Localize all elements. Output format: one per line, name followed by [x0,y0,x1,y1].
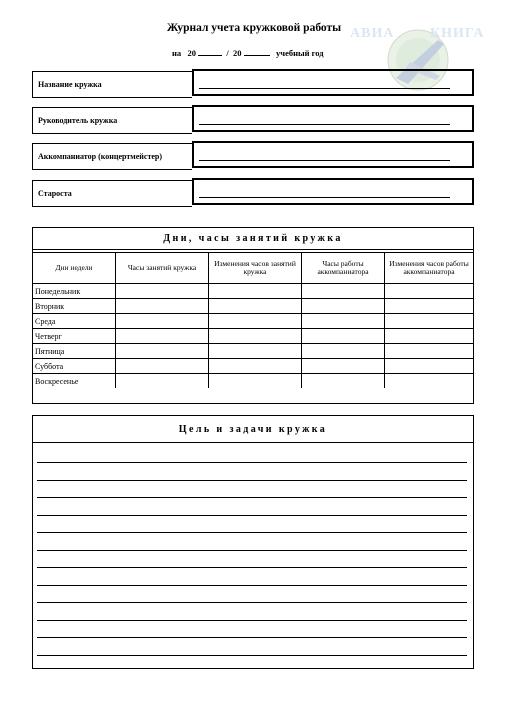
schedule-cell[interactable] [302,344,385,359]
monitor-underline [199,197,450,198]
goals-heading: Цель и задачи кружка [33,416,473,443]
watermark-text-right: КНИГА [430,26,485,41]
schedule-cell[interactable] [116,359,209,374]
year-start: 20 [187,48,197,58]
col-accompanist-hours: Часы работы аккомпаниатора [302,253,385,284]
year-start-blank[interactable] [198,47,222,56]
col-club-hours-changes: Изменения часов занятий кружка [209,253,302,284]
schedule-cell[interactable] [116,344,209,359]
year-suffix: учебный год [276,48,324,58]
schedule-section [32,227,474,404]
schedule-cell[interactable] [385,314,474,329]
schedule-cell[interactable] [116,374,209,389]
schedule-cell[interactable] [385,329,474,344]
year-prefix: на [172,48,182,58]
goal-line[interactable] [37,655,467,656]
schedule-cell[interactable] [116,299,209,314]
field-label-accompanist: Аккомпаниатор (концертмейстер) [32,143,192,170]
day-name: Пятница [33,344,116,359]
club-leader-underline [199,124,450,125]
club-name-underline [199,88,450,89]
table-row [33,359,473,374]
year-end-blank[interactable] [244,47,270,56]
field-label-club-name: Название кружка [32,71,192,98]
day-name: Вторник [33,299,116,314]
schedule-cell[interactable] [209,299,302,314]
schedule-cell[interactable] [302,359,385,374]
table-row [33,314,473,329]
day-name: Среда [33,314,116,329]
schedule-cell[interactable] [302,329,385,344]
schedule-cell[interactable] [302,284,385,299]
table-row [33,299,473,314]
goal-line[interactable] [37,567,467,568]
col-days: Дни недели [33,253,116,284]
schedule-cell[interactable] [209,359,302,374]
schedule-heading: Дни, часы занятий кружка [33,228,473,250]
school-year-line [172,47,324,58]
schedule-cell[interactable] [302,374,385,389]
goal-line[interactable] [37,550,467,551]
table-row [33,329,473,344]
schedule-cell[interactable] [302,314,385,329]
col-accompanist-hours-changes: Изменения часов работы аккомпаниатора [385,253,474,284]
goal-line[interactable] [37,620,467,621]
table-row [33,374,473,389]
field-label-monitor: Староста [32,180,192,207]
schedule-cell[interactable] [209,329,302,344]
day-name: Воскресенье [33,374,116,389]
watermark-text-left: АВИА [350,26,395,41]
goal-line[interactable] [37,497,467,498]
schedule-header-row [33,253,473,284]
schedule-cell[interactable] [116,314,209,329]
schedule-cell[interactable] [209,374,302,389]
schedule-table [33,252,473,388]
monitor-field[interactable] [192,178,474,205]
accompanist-underline [199,160,450,161]
goal-line[interactable] [37,532,467,533]
goal-line[interactable] [37,462,467,463]
goal-line[interactable] [37,515,467,516]
day-name: Суббота [33,359,116,374]
schedule-cell[interactable] [116,329,209,344]
goal-line[interactable] [37,585,467,586]
page-title: Журнал учета кружковой работы [166,22,342,34]
goal-line[interactable] [37,602,467,603]
goal-line[interactable] [37,480,467,481]
field-label-club-leader: Руководитель кружка [32,107,192,134]
schedule-cell[interactable] [209,314,302,329]
schedule-cell[interactable] [116,284,209,299]
day-name: Четверг [33,329,116,344]
table-row [33,344,473,359]
schedule-cell[interactable] [385,299,474,314]
schedule-cell[interactable] [385,284,474,299]
club-name-field[interactable] [192,69,474,96]
schedule-cell[interactable] [385,374,474,389]
col-club-hours: Часы занятий кружка [116,253,209,284]
goals-section [32,415,474,669]
schedule-cell[interactable] [209,284,302,299]
accompanist-field[interactable] [192,141,474,168]
day-name: Понедельник [33,284,116,299]
schedule-cell[interactable] [302,299,385,314]
year-end: 20 [233,48,242,58]
goal-line[interactable] [37,637,467,638]
table-row [33,284,473,299]
schedule-cell[interactable] [385,344,474,359]
schedule-cell[interactable] [385,359,474,374]
club-leader-field[interactable] [192,105,474,132]
year-separator: / [226,48,229,58]
schedule-cell[interactable] [209,344,302,359]
